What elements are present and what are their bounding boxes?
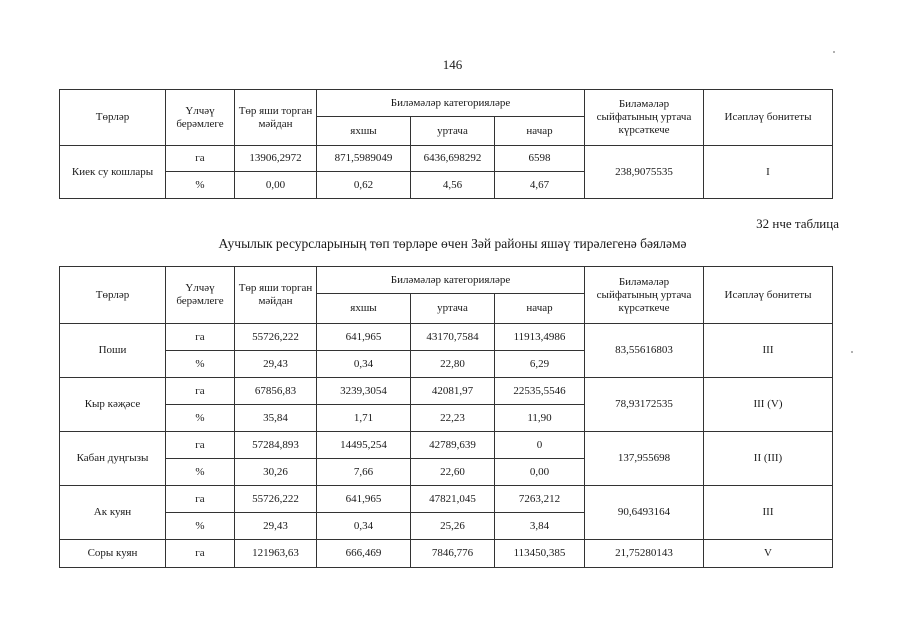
- header-bonitet: Исәпләү бонитеты: [704, 267, 833, 324]
- cell-unit: %: [166, 513, 235, 540]
- cell-avg-quality: 21,75280143: [585, 540, 704, 568]
- scan-speck: [833, 51, 835, 53]
- cell-poor: 7263,212: [495, 486, 585, 513]
- cell-total: 121963,63: [235, 540, 317, 568]
- header-categories: Биләмәләр категорияләре: [317, 90, 585, 117]
- table-row: [60, 432, 833, 459]
- cell-good: 641,965: [317, 324, 411, 351]
- cell-medium: 4,56: [411, 172, 495, 199]
- cell-total: 35,84: [235, 405, 317, 432]
- cell-poor: 113450,385: [495, 540, 585, 568]
- cell-unit: %: [166, 172, 235, 199]
- cell-poor: 4,67: [495, 172, 585, 199]
- header-unit: Үлчәү берәмлеге: [166, 267, 235, 324]
- cell-good: 7,66: [317, 459, 411, 486]
- cell-avg-quality: 238,9075535: [585, 146, 704, 199]
- table-caption: Аучылык ресурсларының төп төрләре өчен Зәй районы яшәү тирәлегенә бәяләмә: [218, 236, 687, 251]
- cell-bonitet: I: [704, 146, 833, 199]
- cell-species: Киек су кошлары: [60, 146, 166, 199]
- cell-medium: 22,80: [411, 351, 495, 378]
- cell-medium: 22,60: [411, 459, 495, 486]
- cell-unit: га: [166, 486, 235, 513]
- cell-bonitet: II (III): [704, 432, 833, 486]
- cell-medium: 43170,7584: [411, 324, 495, 351]
- cell-total: 30,26: [235, 459, 317, 486]
- cell-species: Кыр кәҗәсе: [60, 378, 166, 432]
- table-row: [60, 540, 833, 568]
- cell-bonitet: III (V): [704, 378, 833, 432]
- cell-bonitet: III: [704, 486, 833, 540]
- cell-good: 0,34: [317, 351, 411, 378]
- header-total-area: Төр яши торган мәйдан: [235, 267, 317, 324]
- table-row: [60, 146, 833, 172]
- cell-poor: 11913,4986: [495, 324, 585, 351]
- cell-good: 3239,3054: [317, 378, 411, 405]
- cell-poor: 11,90: [495, 405, 585, 432]
- cell-avg-quality: 137,955698: [585, 432, 704, 486]
- cell-unit: %: [166, 351, 235, 378]
- cell-total: 55726,222: [235, 324, 317, 351]
- cell-unit: га: [166, 146, 235, 172]
- header-poor: начар: [495, 117, 585, 146]
- cell-total: 0,00: [235, 172, 317, 199]
- table-row: [60, 378, 833, 405]
- cell-medium: 47821,045: [411, 486, 495, 513]
- cell-species: Соры куян: [60, 540, 166, 568]
- cell-total: 29,43: [235, 351, 317, 378]
- header-total-area: Төр яши торган мәйдан: [235, 90, 317, 146]
- header-avg-quality: Биләмәләр сыйфатының уртача күрсәткече: [585, 90, 704, 146]
- header-poor: начар: [495, 294, 585, 324]
- cell-good: 666,469: [317, 540, 411, 568]
- cell-bonitet: V: [704, 540, 833, 568]
- cell-good: 641,965: [317, 486, 411, 513]
- header-categories: Биләмәләр категорияләре: [317, 267, 585, 294]
- cell-unit: га: [166, 324, 235, 351]
- page-number: 146: [442, 57, 463, 72]
- header-medium: уртача: [411, 294, 495, 324]
- cell-good: 14495,254: [317, 432, 411, 459]
- cell-good: 0,62: [317, 172, 411, 199]
- header-good: яхшы: [317, 117, 411, 146]
- header-good: яхшы: [317, 294, 411, 324]
- cell-avg-quality: 83,55616803: [585, 324, 704, 378]
- cell-species: Кабан дуңгызы: [60, 432, 166, 486]
- header-species: Төрләр: [60, 267, 166, 324]
- cell-unit: га: [166, 378, 235, 405]
- header-medium: уртача: [411, 117, 495, 146]
- cell-poor: 0,00: [495, 459, 585, 486]
- table-waterfowl: [59, 89, 833, 199]
- cell-medium: 7846,776: [411, 540, 495, 568]
- header-bonitet: Исәпләү бонитеты: [704, 90, 833, 146]
- cell-unit: га: [166, 432, 235, 459]
- cell-total: 55726,222: [235, 486, 317, 513]
- table-habitat-assessment: [59, 266, 833, 568]
- header-unit: Үлчәү берәмлеге: [166, 90, 235, 146]
- cell-medium: 25,26: [411, 513, 495, 540]
- table-row: [60, 324, 833, 351]
- cell-good: 1,71: [317, 405, 411, 432]
- cell-species: Поши: [60, 324, 166, 378]
- cell-unit: %: [166, 405, 235, 432]
- cell-medium: 42081,97: [411, 378, 495, 405]
- cell-poor: 0: [495, 432, 585, 459]
- cell-species: Ак куян: [60, 486, 166, 540]
- cell-unit: %: [166, 459, 235, 486]
- cell-bonitet: III: [704, 324, 833, 378]
- cell-avg-quality: 90,6493164: [585, 486, 704, 540]
- header-avg-quality: Биләмәләр сыйфатының уртача күрсәткече: [585, 267, 704, 324]
- cell-poor: 22535,5546: [495, 378, 585, 405]
- cell-poor: 6598: [495, 146, 585, 172]
- cell-good: 0,34: [317, 513, 411, 540]
- table-number: 32 нче таблица: [756, 216, 839, 231]
- cell-good: 871,5989049: [317, 146, 411, 172]
- cell-total: 29,43: [235, 513, 317, 540]
- cell-avg-quality: 78,93172535: [585, 378, 704, 432]
- cell-medium: 22,23: [411, 405, 495, 432]
- cell-medium: 6436,698292: [411, 146, 495, 172]
- cell-total: 67856,83: [235, 378, 317, 405]
- cell-poor: 3,84: [495, 513, 585, 540]
- cell-total: 13906,2972: [235, 146, 317, 172]
- cell-unit: га: [166, 540, 235, 568]
- cell-total: 57284,893: [235, 432, 317, 459]
- scan-speck: [851, 351, 853, 353]
- header-species: Төрләр: [60, 90, 166, 146]
- table-row: [60, 486, 833, 513]
- cell-poor: 6,29: [495, 351, 585, 378]
- cell-medium: 42789,639: [411, 432, 495, 459]
